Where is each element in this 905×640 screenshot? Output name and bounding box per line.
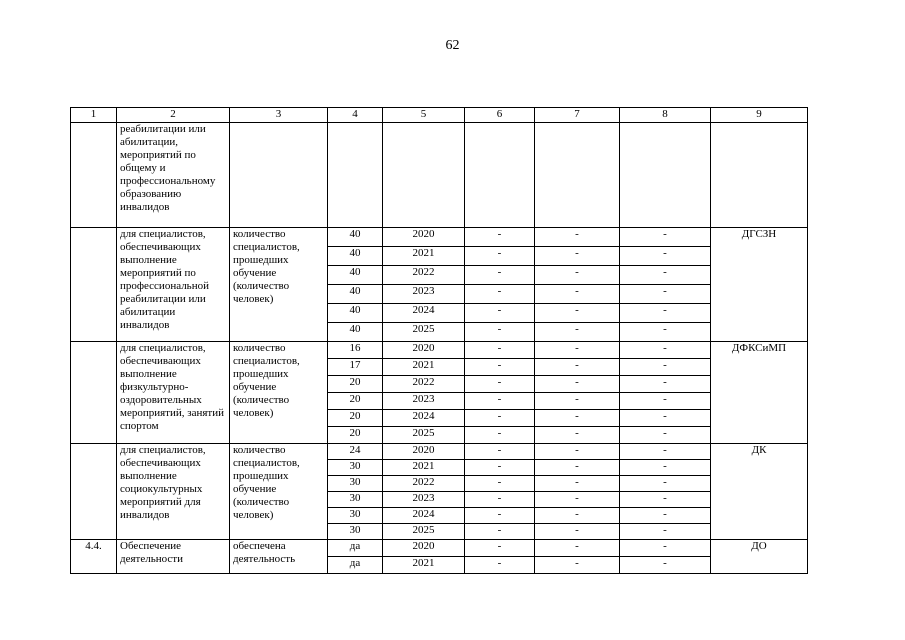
table-cell [711,123,808,228]
table-row [71,342,808,359]
value-cell: - [620,266,711,285]
target-value: 20 [328,410,383,427]
year-cell: 2025 [383,524,465,540]
year-cell: 2020 [383,444,465,460]
indicator-name: обеспечена деятельность [230,540,328,574]
year-cell: 2024 [383,508,465,524]
responsible-executor: ДФКСиМП [711,342,808,444]
item-number [71,342,117,444]
responsible-executor: ДО [711,540,808,574]
target-value: 17 [328,359,383,376]
indicator-name: количество специалистов, прошедших обучение (количество человек) [230,228,328,342]
value-cell: - [465,508,535,524]
value-cell: - [535,492,620,508]
year-cell: 2023 [383,285,465,304]
value-cell: - [465,410,535,427]
measure-description: для специалистов, обеспечивающих выполнение мероприятий по профессиональной реабилитации или абилитации инвалидов [117,228,230,342]
value-cell: - [535,228,620,247]
value-cell: - [465,492,535,508]
value-cell: - [535,266,620,285]
responsible-executor: ДГСЗН [711,228,808,342]
year-cell: 2022 [383,266,465,285]
target-value: 30 [328,524,383,540]
column-header: 9 [711,108,808,123]
value-cell: - [465,359,535,376]
value-cell: - [465,427,535,444]
target-value: 40 [328,285,383,304]
column-header: 5 [383,108,465,123]
table-body [71,108,808,574]
measure-description: для специалистов, обеспечивающих выполнение физкультурно-оздоровительных мероприятий, занятий спортом [117,342,230,444]
target-value: 30 [328,476,383,492]
value-cell: - [535,557,620,574]
target-value: 30 [328,492,383,508]
column-header: 2 [117,108,230,123]
target-value: 30 [328,508,383,524]
year-cell: 2020 [383,342,465,359]
table-row [71,540,808,557]
value-cell: - [535,540,620,557]
value-cell: - [620,557,711,574]
value-cell: - [465,304,535,323]
target-value: 40 [328,247,383,266]
value-cell: - [620,393,711,410]
column-header: 8 [620,108,711,123]
value-cell: - [535,304,620,323]
value-cell: - [465,285,535,304]
table-cell [465,123,535,228]
value-cell: - [620,359,711,376]
value-cell: - [620,228,711,247]
target-value: 40 [328,266,383,285]
target-value: 20 [328,393,383,410]
page-number: 62 [445,38,460,53]
value-cell: - [620,427,711,444]
year-cell: 2021 [383,359,465,376]
measure-description: для специалистов, обеспечивающих выполнение социокультурных мероприятий для инвалидов [117,444,230,540]
value-cell: - [465,266,535,285]
responsible-executor: ДК [711,444,808,540]
continuation-row [71,123,808,228]
year-cell: 2024 [383,410,465,427]
table-row [71,228,808,247]
value-cell: - [535,524,620,540]
value-cell: - [535,393,620,410]
target-value: 24 [328,444,383,460]
year-cell: 2023 [383,393,465,410]
value-cell: - [535,427,620,444]
value-cell: - [465,540,535,557]
value-cell: - [535,247,620,266]
value-cell: - [620,492,711,508]
program-table [70,107,808,574]
indicator-name: количество специалистов, прошедших обучение (количество человек) [230,342,328,444]
value-cell: - [465,342,535,359]
continuation-description: реабилитации или абилитации, мероприятий по общему и профессиональному образованию инвалидов [117,123,230,228]
target-value: 40 [328,323,383,342]
column-header: 6 [465,108,535,123]
value-cell: - [620,376,711,393]
indicator-name: количество специалистов, прошедших обучение (количество человек) [230,444,328,540]
table-row [71,444,808,460]
column-header: 1 [71,108,117,123]
year-cell: 2021 [383,557,465,574]
value-cell: - [465,323,535,342]
value-cell: - [620,444,711,460]
column-number-row [71,108,808,123]
target-value: да [328,557,383,574]
value-cell: - [620,285,711,304]
value-cell: - [535,444,620,460]
value-cell: - [465,524,535,540]
target-value: 30 [328,460,383,476]
year-cell: 2025 [383,323,465,342]
value-cell: - [535,323,620,342]
table-cell [71,123,117,228]
year-cell: 2024 [383,304,465,323]
value-cell: - [535,359,620,376]
value-cell: - [620,323,711,342]
measure-description: Обеспечение деятельности [117,540,230,574]
value-cell: - [535,508,620,524]
value-cell: - [465,376,535,393]
table-cell [230,123,328,228]
table-cell [535,123,620,228]
year-cell: 2020 [383,540,465,557]
year-cell: 2020 [383,228,465,247]
table-cell [383,123,465,228]
value-cell: - [465,393,535,410]
value-cell: - [535,285,620,304]
column-header: 3 [230,108,328,123]
target-value: 20 [328,376,383,393]
value-cell: - [620,540,711,557]
target-value: 40 [328,304,383,323]
target-value: 16 [328,342,383,359]
year-cell: 2022 [383,476,465,492]
value-cell: - [620,508,711,524]
table-cell [620,123,711,228]
item-number [71,444,117,540]
year-cell: 2021 [383,247,465,266]
column-header: 7 [535,108,620,123]
value-cell: - [465,460,535,476]
value-cell: - [465,444,535,460]
value-cell: - [465,476,535,492]
value-cell: - [535,376,620,393]
year-cell: 2025 [383,427,465,444]
target-value: 40 [328,228,383,247]
value-cell: - [535,410,620,427]
value-cell: - [620,476,711,492]
value-cell: - [465,557,535,574]
value-cell: - [620,304,711,323]
value-cell: - [620,460,711,476]
value-cell: - [535,476,620,492]
value-cell: - [535,342,620,359]
item-number: 4.4. [71,540,117,574]
value-cell: - [465,247,535,266]
value-cell: - [620,342,711,359]
value-cell: - [620,410,711,427]
target-value: 20 [328,427,383,444]
column-header: 4 [328,108,383,123]
item-number [71,228,117,342]
value-cell: - [465,228,535,247]
target-value: да [328,540,383,557]
year-cell: 2023 [383,492,465,508]
year-cell: 2022 [383,376,465,393]
value-cell: - [620,247,711,266]
table-cell [328,123,383,228]
year-cell: 2021 [383,460,465,476]
value-cell: - [535,460,620,476]
value-cell: - [620,524,711,540]
